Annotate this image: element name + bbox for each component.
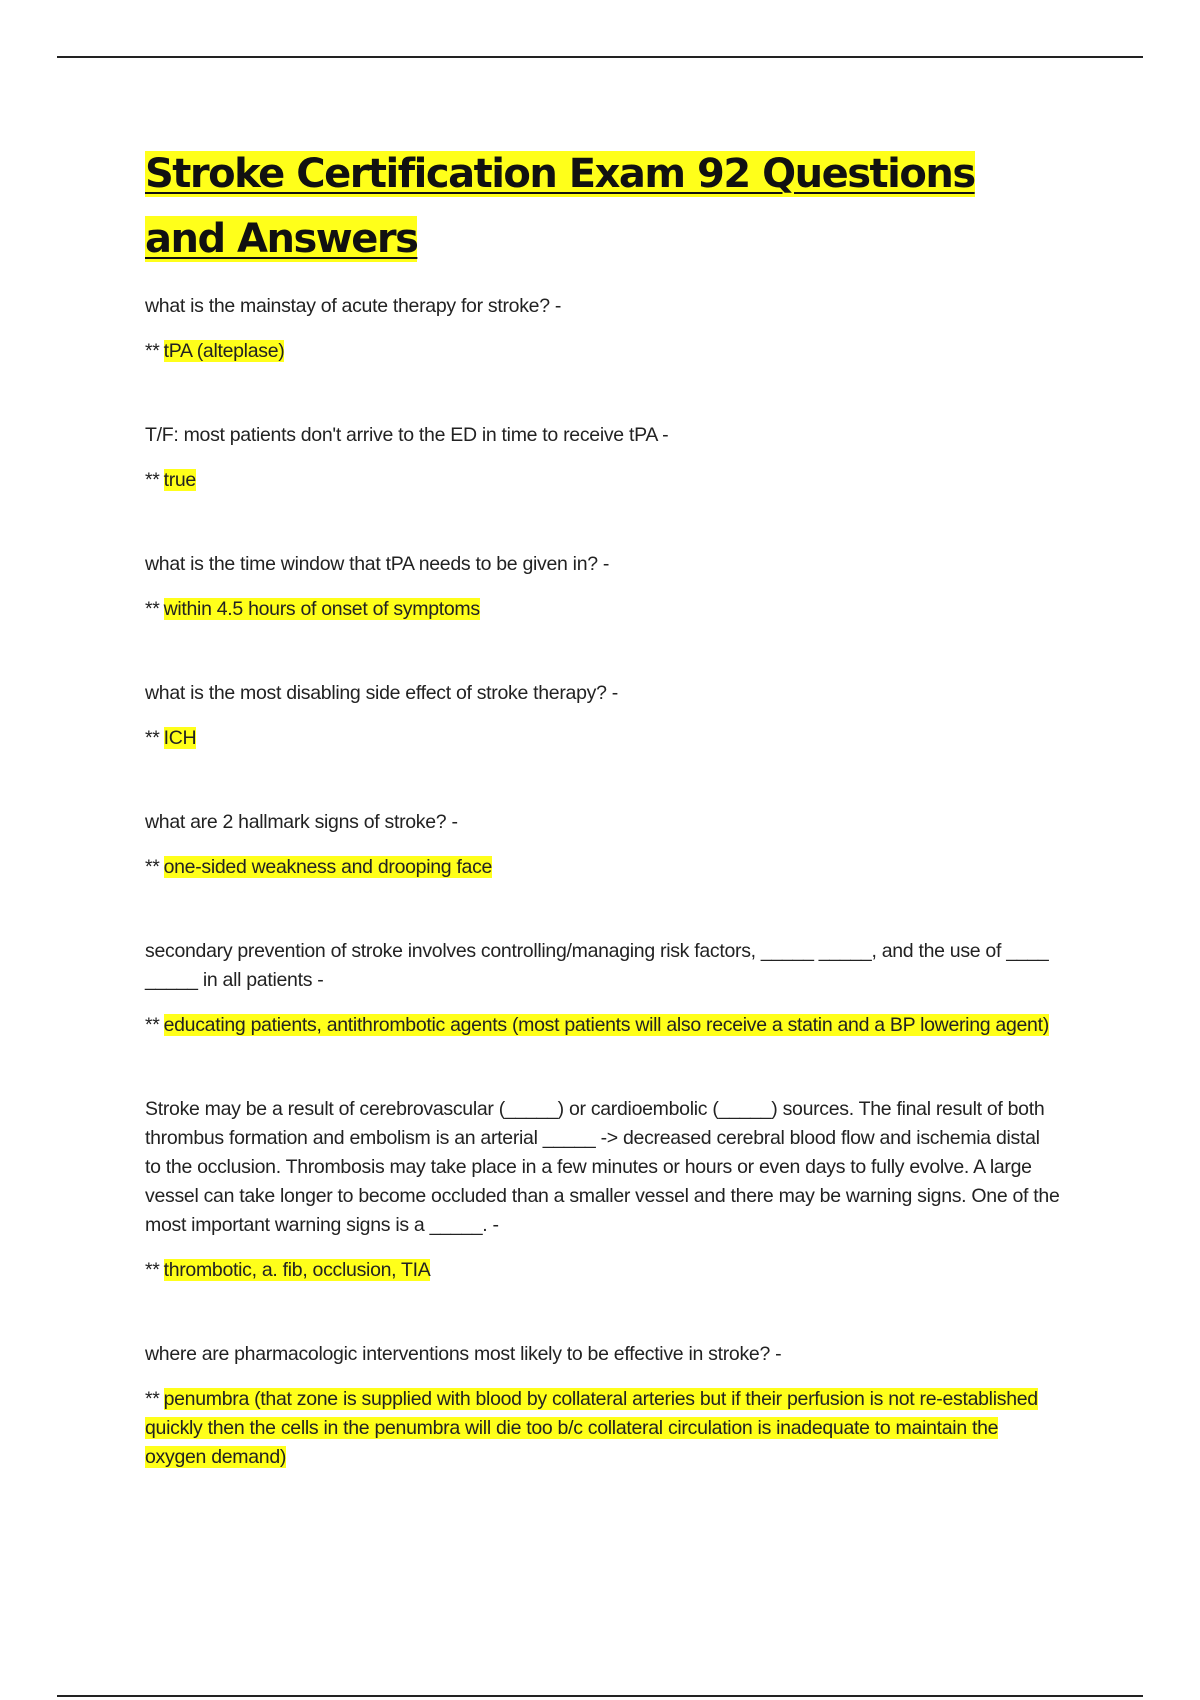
answer-text: true: [163, 469, 196, 491]
answer-text: ICH: [163, 727, 197, 749]
qa-item: [145, 1095, 1060, 1285]
answer-line: [145, 1385, 1060, 1472]
answer-line: [145, 853, 1060, 882]
answer-marker: **: [145, 1014, 160, 1036]
question-text: what is the mainstay of acute therapy for stroke? -: [145, 295, 562, 317]
answer-marker: **: [145, 340, 160, 362]
question-text: what is the most disabling side effect of stroke therapy? -: [145, 682, 618, 704]
question-text: secondary prevention of stroke involves controlling/managing risk factors, _____ _____, and the use of ____ _____ in all patients -: [145, 940, 1049, 991]
question-text: Stroke may be a result of cerebrovascular (_____) or cardioembolic (_____) sources. The final result of both thrombus formation and embolism is an arterial _____ -> decreased cerebral blood flow and ischemia distal to the occlusion. Thrombosis may take place in a few minutes or hours or even days to fully evolve. A large vessel can take longer to become occluded than a smaller vessel and there may be warning signs. One of the most important warning signs is a _____. -: [145, 1098, 1060, 1236]
answer-text: penumbra (that zone is supplied with blood by collateral arteries but if their perfusion is not re-established quickly then the cells in the penumbra will die too b/c collateral circulation is inadequate to maintain the oxygen demand): [145, 1388, 1038, 1468]
document-title: [145, 142, 1060, 272]
document-body: [145, 142, 1060, 1527]
answer-text: thrombotic, a. fib, occlusion, TIA: [163, 1259, 431, 1281]
question-text: what are 2 hallmark signs of stroke? -: [145, 811, 458, 833]
answer-line: [145, 466, 1060, 495]
answer-line: [145, 1256, 1060, 1285]
answer-marker: **: [145, 1388, 160, 1410]
qa-item: [145, 679, 1060, 753]
question-text: what is the time window that tPA needs to be given in? -: [145, 553, 610, 575]
qa-item: [145, 550, 1060, 624]
qa-item: [145, 1340, 1060, 1472]
answer-line: [145, 1011, 1060, 1040]
answer-marker: **: [145, 469, 160, 491]
answer-text: one-sided weakness and drooping face: [163, 856, 493, 878]
answer-line: [145, 337, 1060, 366]
answer-text: within 4.5 hours of onset of symptoms: [163, 598, 480, 620]
title-text: Stroke Certification Exam 92 Questions and Answers: [145, 151, 975, 262]
question-text: T/F: most patients don't arrive to the ED in time to receive tPA -: [145, 424, 669, 446]
answer-line: [145, 595, 1060, 624]
answer-marker: **: [145, 598, 160, 620]
qa-item: [145, 937, 1060, 1040]
qa-item: [145, 808, 1060, 882]
answer-marker: **: [145, 1259, 160, 1281]
answer-marker: **: [145, 727, 160, 749]
answer-text: tPA (alteplase): [163, 340, 285, 362]
footer-rule: [57, 1695, 1143, 1697]
answer-line: [145, 724, 1060, 753]
answer-text: educating patients, antithrombotic agents (most patients will also receive a statin and a BP lowering agent): [163, 1014, 1049, 1036]
header-rule: [57, 56, 1143, 58]
answer-marker: **: [145, 856, 160, 878]
question-text: where are pharmacologic interventions most likely to be effective in stroke? -: [145, 1343, 782, 1365]
qa-item: [145, 292, 1060, 366]
qa-item: [145, 421, 1060, 495]
